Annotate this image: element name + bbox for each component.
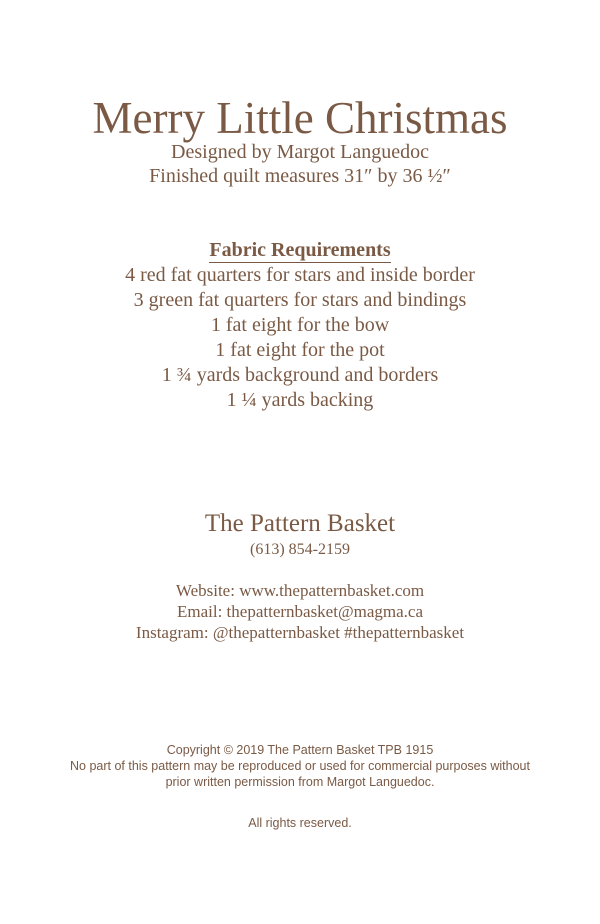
reproduction-notice-line-2: prior written permission from Margot Languedoc. [165, 775, 435, 789]
company-name: The Pattern Basket [204, 510, 396, 537]
all-rights-reserved: All rights reserved. [248, 816, 352, 830]
list-item: 1 fat eight for the bow [210, 314, 390, 336]
list-item: 1 fat eight for the pot [215, 339, 385, 361]
designer-credit: Designed by Margot Languedoc [171, 141, 429, 163]
copyright-line: Copyright © 2019 The Pattern Basket TPB 1915 [166, 743, 434, 757]
fabric-requirements-list [0, 263, 600, 413]
company-phone: (613) 854-2159 [250, 541, 350, 558]
list-item: 1 ¼ yards backing [226, 389, 374, 411]
website-line: Website: www.thepatternbasket.com [175, 581, 425, 600]
pattern-title: Merry Little Christmas [92, 93, 508, 143]
reproduction-notice-line-1: No part of this pattern may be reproduced or used for commercial purposes without [70, 759, 530, 773]
legal-notice [0, 742, 600, 790]
fabric-requirements-heading [0, 238, 600, 262]
list-item: 4 red fat quarters for stars and inside border [125, 264, 475, 286]
finished-size: Finished quilt measures 31″ by 36 ½″ [149, 165, 451, 187]
list-item: 3 green fat quarters for stars and bindings [133, 289, 467, 311]
instagram-line: Instagram: @thepatternbasket #thepatternbasket [135, 623, 465, 642]
email-line: Email: thepatternbasket@magma.ca [176, 602, 423, 621]
list-item: 1 ¾ yards background and borders [161, 364, 439, 386]
contact-block [0, 580, 600, 643]
fabric-requirements-heading-text: Fabric Requirements [209, 239, 391, 261]
